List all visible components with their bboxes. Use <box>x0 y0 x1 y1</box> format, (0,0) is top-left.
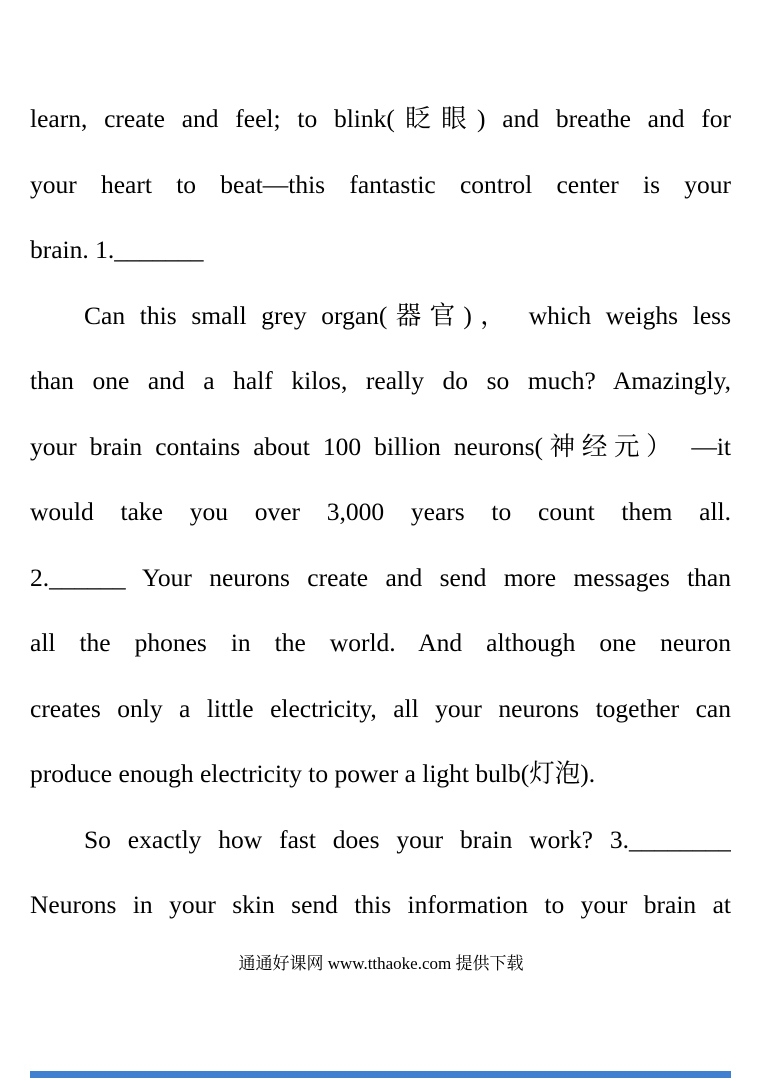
passage-line: creates only a little electricity, all your neurons together can <box>30 693 731 723</box>
footer-watermark: 通通好课网 www.tthaoke.com 提供下载 <box>238 954 524 973</box>
passage-line: So exactly how fast does your brain work? 3.________ <box>84 824 731 854</box>
passage-line: learn, create and feel; to blink(眨眼) and breathe and for <box>30 104 731 133</box>
passage-line: your heart to beat—this fantastic control center is your <box>30 169 731 199</box>
passage-line: would take you over 3,000 years to count them all. <box>30 497 731 526</box>
reading-passage <box>30 86 731 938</box>
passage-line: brain. 1._______ <box>30 235 204 264</box>
bottom-blue-bar <box>30 1071 731 1078</box>
passage-line: all the phones in the world. And although one neuron <box>30 628 731 657</box>
passage-line: Can this small grey organ(器官)， which weighs less <box>84 300 731 330</box>
passage-line: your brain contains about 100 billion neurons(神经元） —it <box>30 431 731 461</box>
passage-line: 2.______ Your neurons create and send more messages than <box>30 562 731 592</box>
passage-line: than one and a half kilos, really do so much? Amazingly, <box>30 366 731 395</box>
passage-line: produce enough electricity to power a light bulb(灯泡). <box>30 759 596 788</box>
passage-line: Neurons in your skin send this information to your brain at <box>30 890 731 919</box>
